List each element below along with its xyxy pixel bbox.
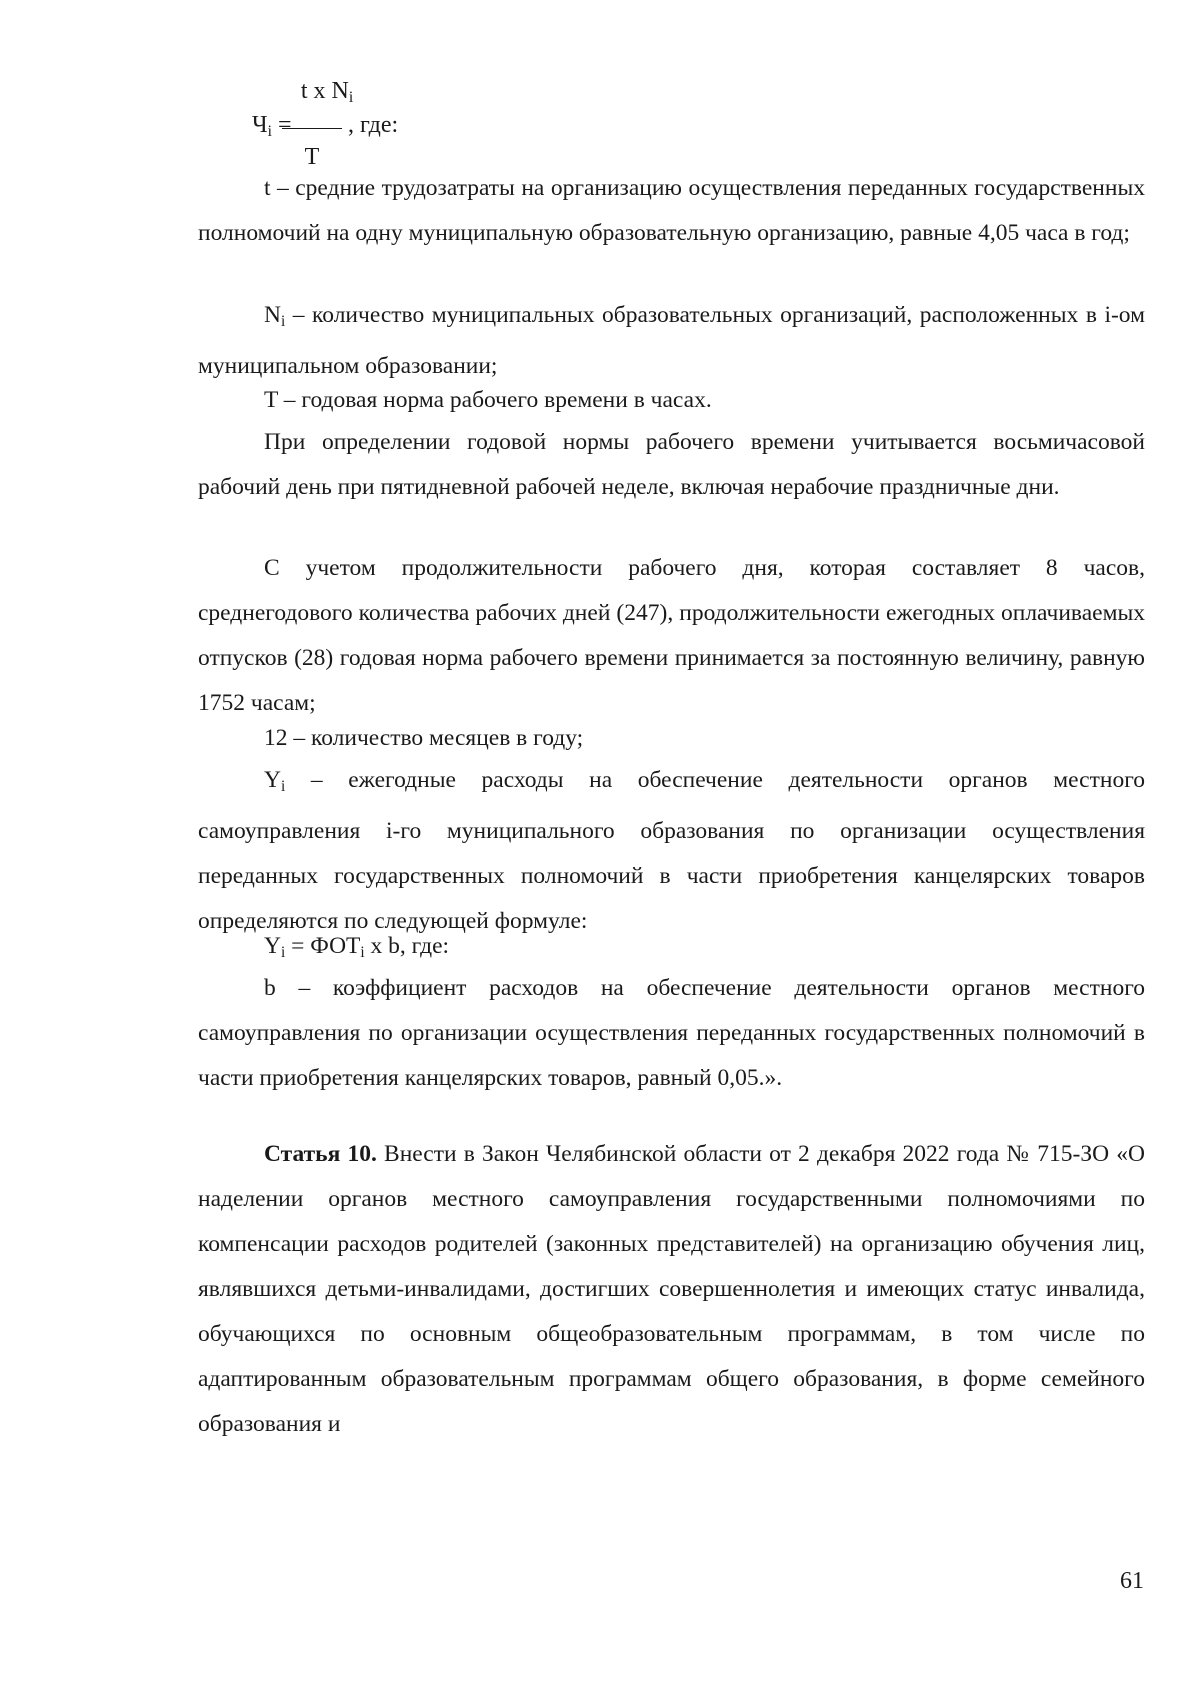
paragraph-norm-rules: При определении годовой нормы рабочего времени учитывается восьмичасовой рабочий день при пятидневной рабочей неделе, включая нерабочие праздничные дни. (198, 429, 1145, 500)
formula-numerator: t x $N_i$ (300, 78, 354, 106)
formula-chi (252, 78, 512, 178)
paragraph-n-definition: $N_i$ – количество муниципальных образовательных организаций, расположенных в i-ом муниципальном образовании; (198, 302, 1145, 379)
page-number: 61 (1120, 1568, 1144, 1594)
formula-denominator: T (304, 144, 320, 170)
paragraph-y-definition: $Y_i$ – ежегодные расходы на обеспечение деятельности органов местного самоуправления i-го муниципального образования по организации осуществления переданных государственных полномочий в части приобретения канцелярских товаров определяются по следующей формуле: (198, 767, 1145, 934)
paragraph-T-definition: T – годовая норма рабочего времени в часах. (264, 387, 712, 413)
formula-tail: , где: (348, 112, 399, 138)
paragraph-t-definition: t – средние трудозатраты на организацию осуществления переданных государственных полномочий на одну муниципальную образовательную организацию, равные 4,05 часа в год; (198, 175, 1145, 246)
article-label: Статья 10. (264, 1141, 377, 1167)
fraction-bar (282, 128, 342, 129)
paragraph-b-definition: b – коэффициент расходов на обеспечение деятельности органов местного самоуправления по организации осуществления переданных государственных полномочий в части приобретения канцелярских товаров, равный 0,05.». (198, 975, 1145, 1091)
paragraph-working-hours: С учетом продолжительности рабочего дня, которая составляет 8 часов, среднегодового количества рабочих дней (247), продолжительности ежегодных оплачиваемых отпусков (28) годовая норма рабочего времени принимается за постоянную величину, равную 1752 часам; (198, 555, 1145, 716)
paragraph-article-10: Статья 10. Внести в Закон Челябинской области от 2 декабря 2022 года № 715-ЗО «О наделении органов местного самоуправления государственными полномочиями по компенсации расходов родителей (законных представителей) на организацию обучения лиц, являвшихся детьми-инвалидами, достигших совершеннолетия и имеющих статус инвалида, обучающихся по основным общеобразовательным программам, в том числе по адаптированным образовательным программам общего образования, в форме семейного образования и (198, 1141, 1145, 1437)
paragraph-months: 12 – количество месяцев в году; (264, 725, 584, 751)
formula-y: $Y_i = ФОТ_i$ x b, где: (264, 933, 450, 961)
formula-lhs: $Ч_i$ = (252, 112, 292, 140)
